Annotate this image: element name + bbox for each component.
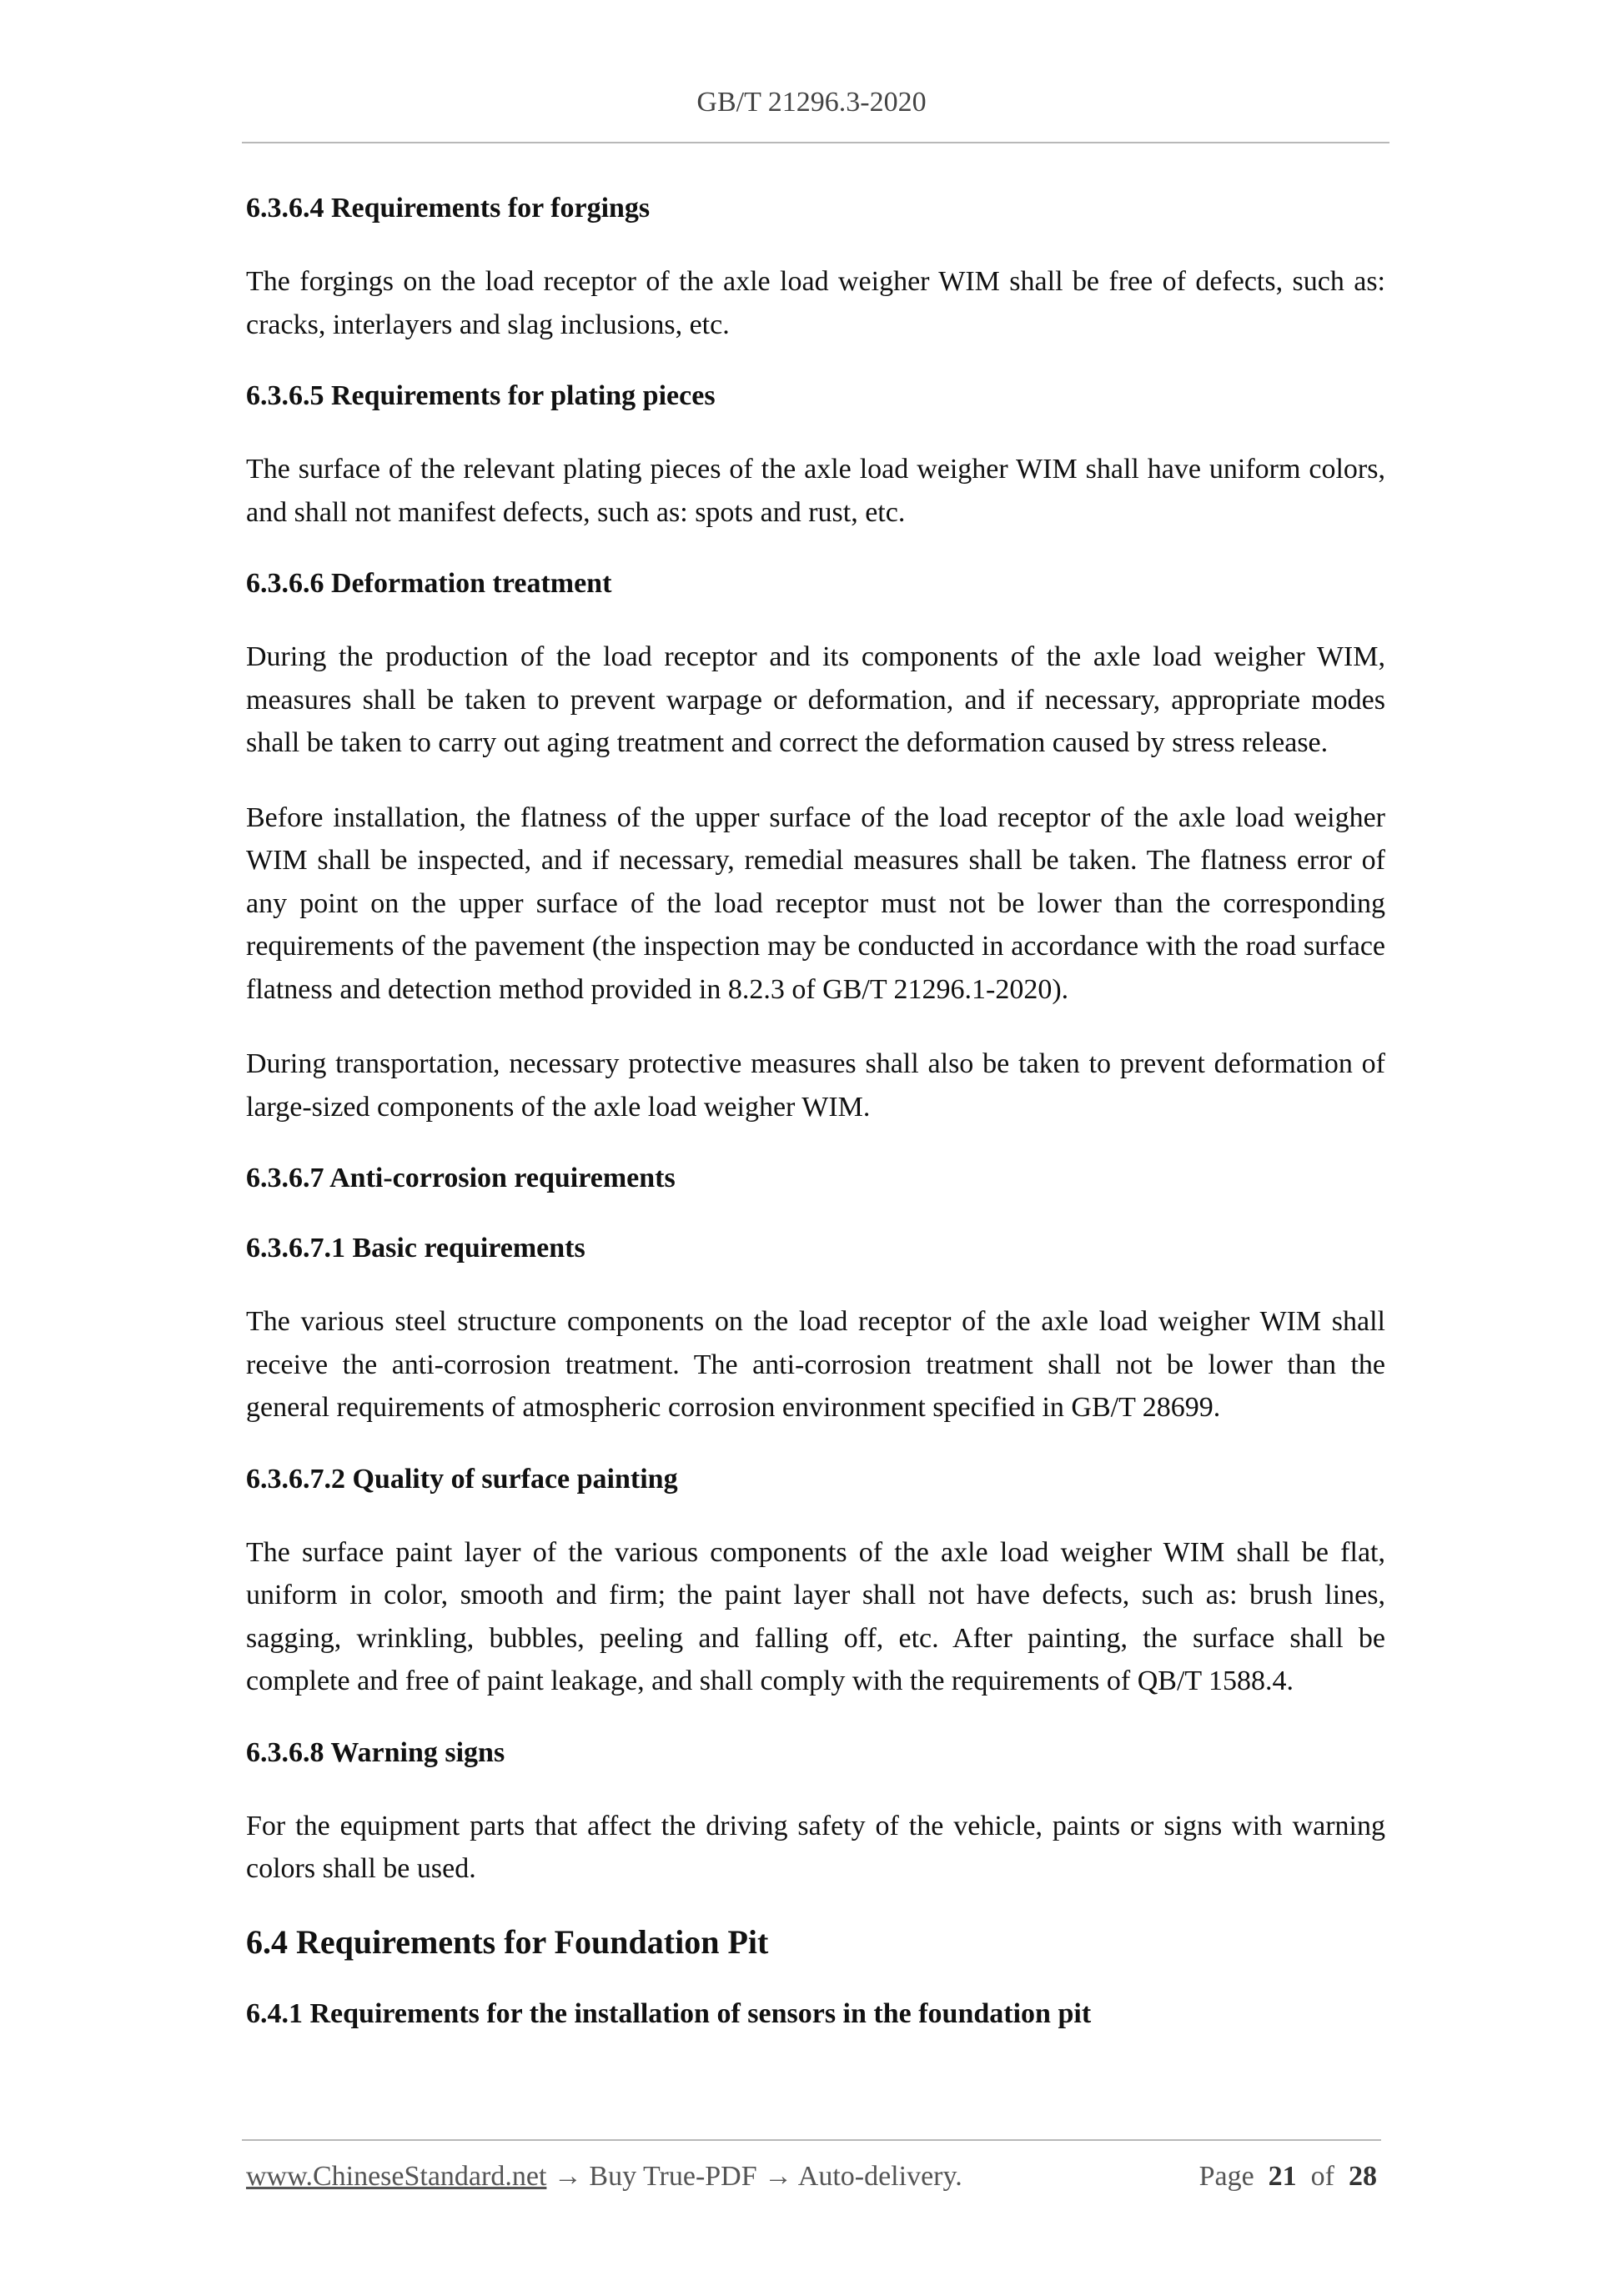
of-label: of <box>1310 2161 1334 2192</box>
footer-divider <box>242 2139 1381 2141</box>
auto-delivery-text: Auto-delivery. <box>797 2161 962 2192</box>
page-total: 28 <box>1349 2161 1377 2192</box>
arrow-right-icon: → <box>764 2161 793 2192</box>
heading-6-4: 6.4 Requirements for Foundation Pit <box>246 1922 769 1961</box>
page-number: 21 <box>1268 2161 1297 2192</box>
document-body <box>246 190 1385 2066</box>
paragraph-warning-signs: For the equipment parts that affect the driving safety of the vehicle, paints or signs with warning colors shall be used. <box>246 1810 1385 1884</box>
heading-6-3-6-7-2: 6.3.6.7.2 Quality of surface painting <box>246 1463 678 1495</box>
paragraph-anti-corrosion: The various steel structure components on the load receptor of the axle load weigher WIM shall receive the anti-corrosion treatment. The anti-corrosion treatment shall not be lower than the general requirements of atmospheric corrosion environment specified in GB/T 28699. <box>246 1306 1385 1423</box>
paragraph-forgings: The forgings on the load receptor of the axle load weigher WIM shall be free of defects, such as: cracks, interlayers and slag inclusions, etc. <box>246 266 1385 340</box>
heading-6-3-6-7-1: 6.3.6.7.1 Basic requirements <box>246 1233 585 1264</box>
heading-6-3-6-7: 6.3.6.7 Anti-corrosion requirements <box>246 1163 676 1193</box>
arrow-right-icon: → <box>553 2161 582 2192</box>
paragraph-plating: The surface of the relevant plating pieces of the axle load weigher WIM shall have uniform colors, and shall not manifest defects, such as: spots and rust, etc. <box>246 454 1385 528</box>
paragraph-flatness-inspection: Before installation, the flatness of the upper surface of the load receptor of the axle load weigher WIM shall be inspected, and if necessary, remedial measures shall be taken. The flatness error of any point on the upper surface of the load receptor must not be lower than the corresponding requirements of the pavement (the inspection may be conducted in accordance with the road surface flatness and detection method provided in 8.2.3 of GB/T 21296.1-2020). <box>246 801 1385 1005</box>
heading-6-3-6-5: 6.3.6.5 Requirements for plating pieces <box>246 380 716 411</box>
heading-6-3-6-8: 6.3.6.8 Warning signs <box>246 1736 505 1768</box>
paragraph-deformation-production: During the production of the load receptor and its components of the axle load weigher WIM, measures shall be taken to prevent warpage or deformation, and if necessary, appropriate modes shall be taken to carry out aging treatment and correct the deformation caused by stress release. <box>246 641 1385 758</box>
website-link[interactable]: www.ChineseStandard.net <box>246 2161 547 2192</box>
page-header: GB/T 21296.3-2020 <box>696 87 927 118</box>
heading-6-4-1: 6.4.1 Requirements for the installation of sensors in the foundation pit <box>246 1997 1092 2029</box>
buy-pdf-text: Buy True-PDF <box>589 2161 757 2192</box>
heading-6-3-6-4: 6.3.6.4 Requirements for forgings <box>246 193 651 224</box>
paragraph-transportation: During transportation, necessary protective measures shall also be taken to prevent deformation of large-sized components of the axle load weigher WIM. <box>246 1048 1385 1123</box>
paragraph-surface-painting: The surface paint layer of the various components of the axle load weigher WIM shall be flat, uniform in color, smooth and firm; the paint layer shall not have defects, such as: brush lines, sagging, wrinkling, bubbles, peeling and falling off, etc. After painting, the surface shall be complete and free of paint leakage, and shall comply with the requirements of QB/T 1588.4. <box>246 1536 1385 1696</box>
heading-6-3-6-6: 6.3.6.6 Deformation treatment <box>246 568 612 599</box>
footer-promo <box>246 2161 962 2193</box>
page-label: Page <box>1198 2161 1254 2192</box>
header-divider <box>242 142 1389 143</box>
page-indicator <box>1199 2161 1377 2193</box>
